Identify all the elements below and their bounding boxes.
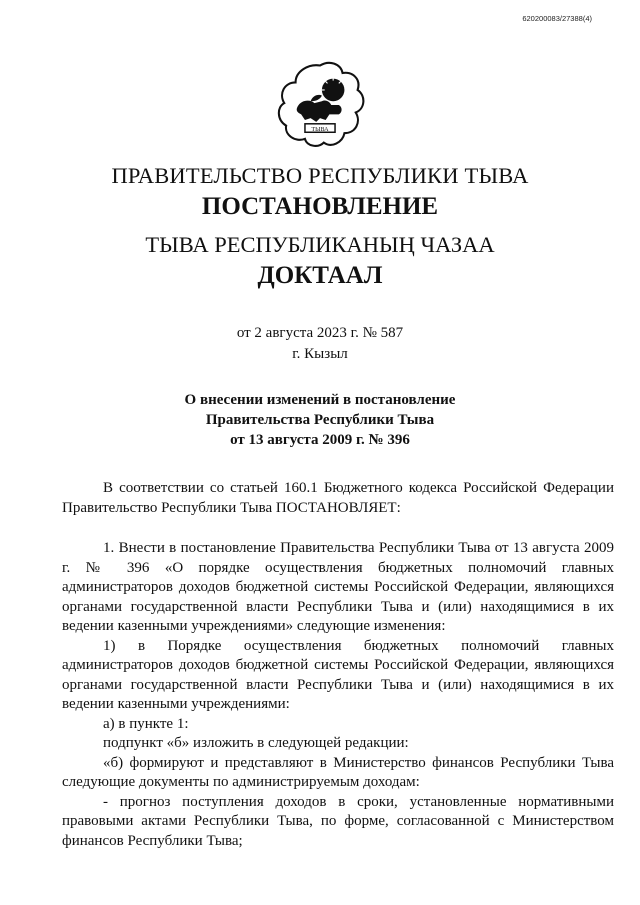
body-paragraph: 1. Внести в постановление Правительства Республики Тыва от 13 августа 2009 г. № 396 «О порядке осуществления бюджетных полномочий главных администраторов доходов бюджетной системы Российской Федерации, являющихся органами государственной власти Республики Тыва и (или) находящимися в их ведении казенными учреждениями» следующие изменения: — [62, 540, 614, 634]
body-paragraph: подпункт «б» изложить в следующей редакции: — [103, 735, 409, 751]
government-title-ru: ПРАВИТЕЛЬСТВО РЕСПУБЛИКИ ТЫВА — [111, 163, 529, 188]
government-title-tyv: ТЫВА РЕСПУБЛИКАНЫҢ ЧАЗАА — [145, 232, 495, 257]
body-paragraph: В соответствии со статьей 160.1 Бюджетного кодекса Российской Федерации Правительство Республики Тыва ПОСТАНОВЛЯЕТ: — [62, 480, 614, 516]
body-paragraph: а) в пункте 1: — [103, 715, 189, 732]
subject-line: О внесении изменений в постановление — [184, 392, 456, 408]
decree-title-tyv: ДОКТААЛ — [257, 262, 383, 289]
decree-date-number: от 2 августа 2023 г. № 587 — [236, 325, 404, 341]
subject-line: от 13 августа 2009 г. № 396 — [230, 432, 410, 448]
body-paragraph: «б) формируют и представляют в Министерство финансов Республики Тыва следующие документы по администрируемым доходам: — [62, 754, 614, 790]
decree-city: г. Кызыл — [292, 346, 348, 362]
decree-subject — [0, 390, 640, 450]
emblem-motto: ТЫВА — [311, 126, 329, 133]
decree-title-ru: ПОСТАНОВЛЕНИЕ — [201, 193, 439, 220]
coat-of-arms-emblem — [273, 58, 367, 152]
decree-body — [62, 479, 614, 851]
subject-line: Правительства Республики Тыва — [205, 412, 435, 428]
body-paragraph: - прогноз поступления доходов в сроки, установленные нормативными правовыми актами Республики Тыва, по форме, согласованной с Министерством финансов Республики Тыва; — [62, 793, 614, 849]
document-registration-code: 620200083/27388(4) — [522, 14, 592, 23]
body-paragraph: 1) в Порядке осуществления бюджетных полномочий главных администраторов доходов бюджетной системы Российской Федерации, являющихся органами государственной власти Республики Тыва и (или) находящимися в их ведении казенными учреждениями: — [62, 637, 614, 712]
